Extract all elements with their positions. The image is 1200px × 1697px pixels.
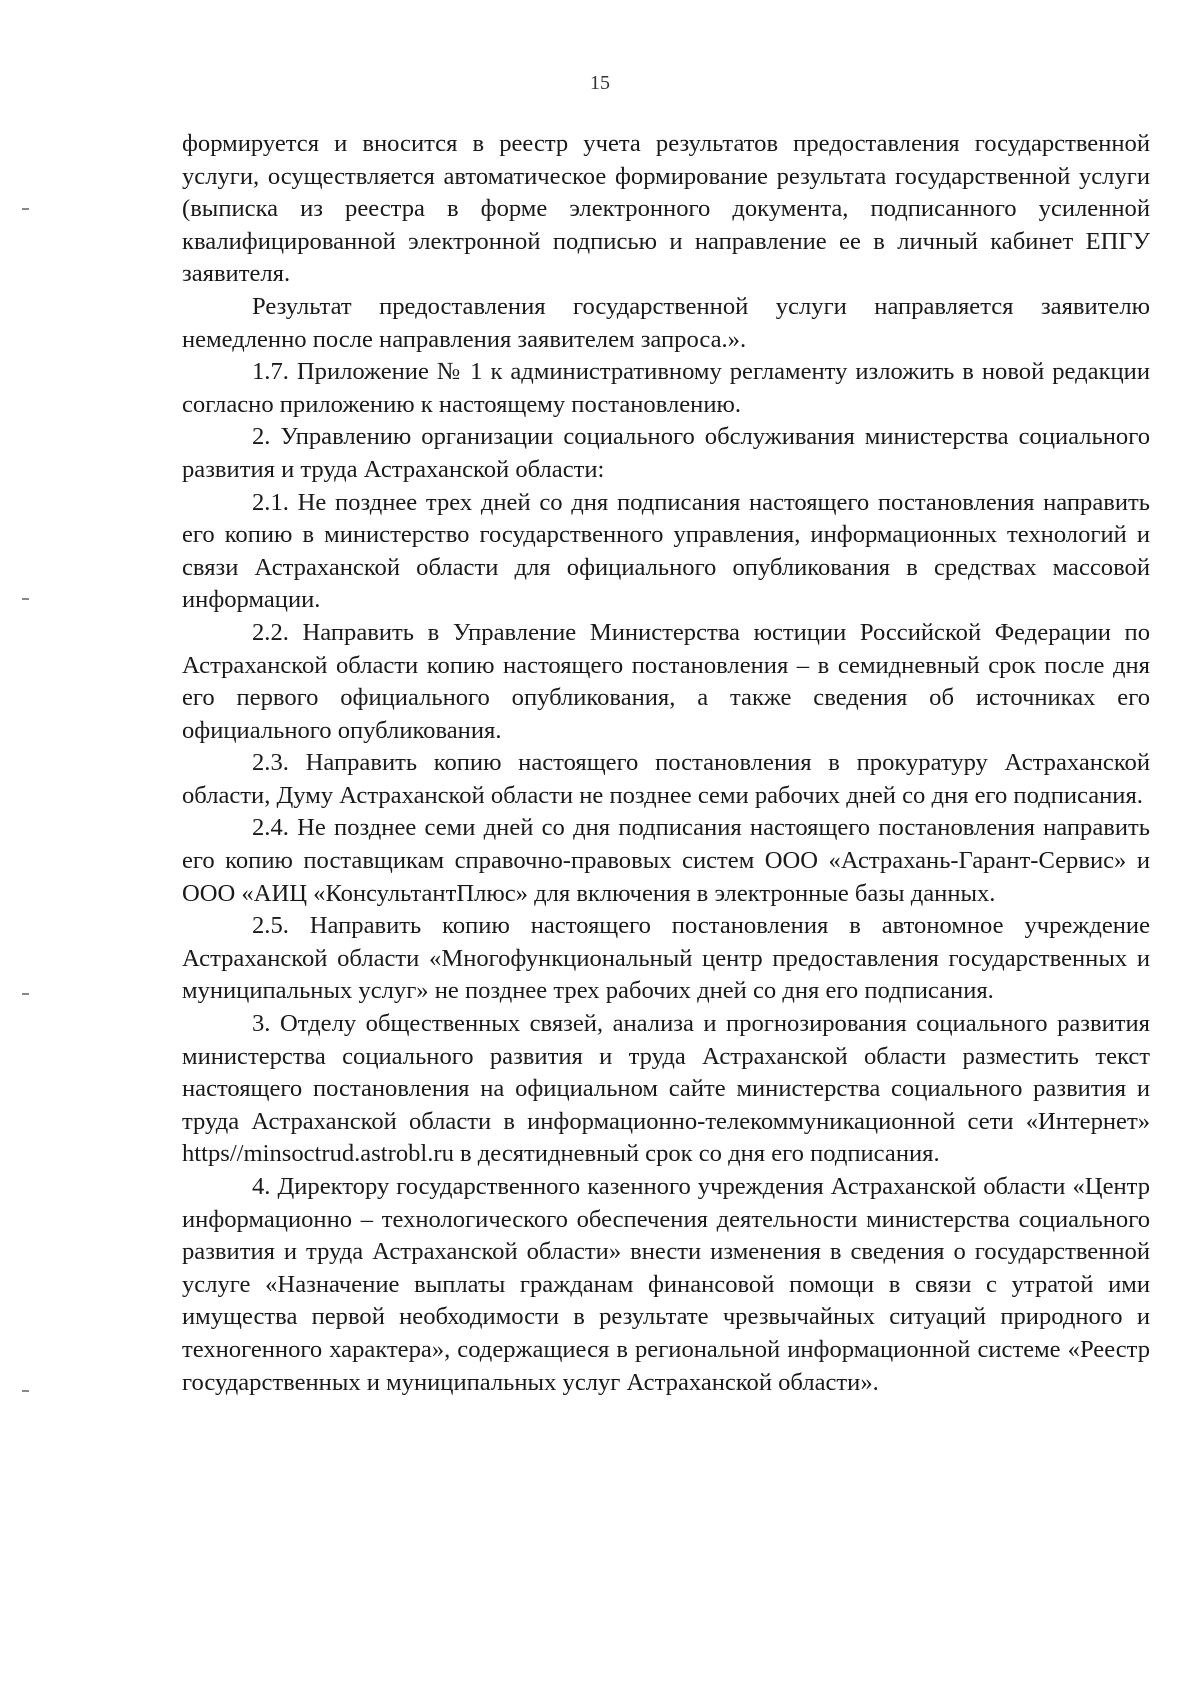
clause-2-5: 2.5. Направить копию настоящего постановления в автономное учреждение Астраханской области «Многофункциональный центр предоставления государственных и муниципальных услуг» не позднее трех рабочих дней со дня его подписания. (182, 912, 1150, 1005)
body-paragraph: Результат предоставления государственной услуги направляется заявителю немедленно после направления заявителем запроса.». (182, 292, 1150, 353)
margin-mark (22, 993, 29, 995)
margin-mark (22, 1390, 29, 1392)
page-number: 15 (590, 72, 610, 94)
margin-mark (22, 208, 29, 210)
clause-1-7: 1.7. Приложение № 1 к административному регламенту изложить в новой редакции согласно приложению к настоящему постановлению. (182, 358, 1150, 418)
clause-2-2: 2.2. Направить в Управление Министерства юстиции Российской Федерации по Астраханской области копию настоящего постановления – в семидневный срок после дня его первого официального опубликования, а также сведения об источниках его официального опубликования. (182, 618, 1150, 744)
clause-4: 4. Директору государственного казенного учреждения Астраханской области «Центр информационно – технологического обеспечения деятельности министерства социального развития и труда Астраханской области» внести изменения в сведения о государственной услуге «Назначение выплаты гражданам финансовой помощи в связи с утратой ими имущества первой необходимости в результате чрезвычайных ситуаций природного и техногенного характера», содержащиеся в региональной информационной системе «Реестр государственных и муниципальных услуг Астраханской области». (182, 1173, 1150, 1396)
clause-2-4: 2.4. Не позднее семи дней со дня подписания настоящего постановления направить его копию поставщикам справочно-правовых систем ООО «Астрахань-Гарант-Сервис» и ООО «АИЦ «КонсультантПлюс» для включения в электронные базы данных. (182, 814, 1150, 907)
body-paragraph: формируется и вносится в реестр учета результатов предоставления государственной услуги, осуществляется автоматическое формирование результата государственной услуги (выписка из реестра в форме электронного документа, подписанного усиленной квалифицированной электронной подписью и направление ее в личный кабинет ЕПГУ заявителя. (182, 130, 1150, 288)
document-body (182, 128, 1150, 1399)
clause-2-1: 2.1. Не позднее трех дней со дня подписания настоящего постановления направить его копию в министерство государственного управления, информационных технологий и связи Астраханской области для официального опубликования в средствах массовой информации. (182, 488, 1150, 614)
clause-2: 2. Управлению организации социального обслуживания министерства социального развития и труда Астраханской области: (182, 423, 1150, 483)
margin-mark (22, 598, 29, 600)
clause-2-3: 2.3. Направить копию настоящего постановления в прокуратуру Астраханской области, Думу Астраханской области не позднее семи рабочих дней со дня его подписания. (182, 749, 1150, 809)
clause-3: 3. Отделу общественных связей, анализа и прогнозирования социального развития министерства социального развития и труда Астраханской области разместить текст настоящего постановления на официальном сайте министерства социального развития и труда Астраханской области в информационно-телекоммуникационной сети «Интернет» https//minsoctrud.astrobl.ru в десятидневный срок со дня его подписания. (182, 1010, 1150, 1168)
